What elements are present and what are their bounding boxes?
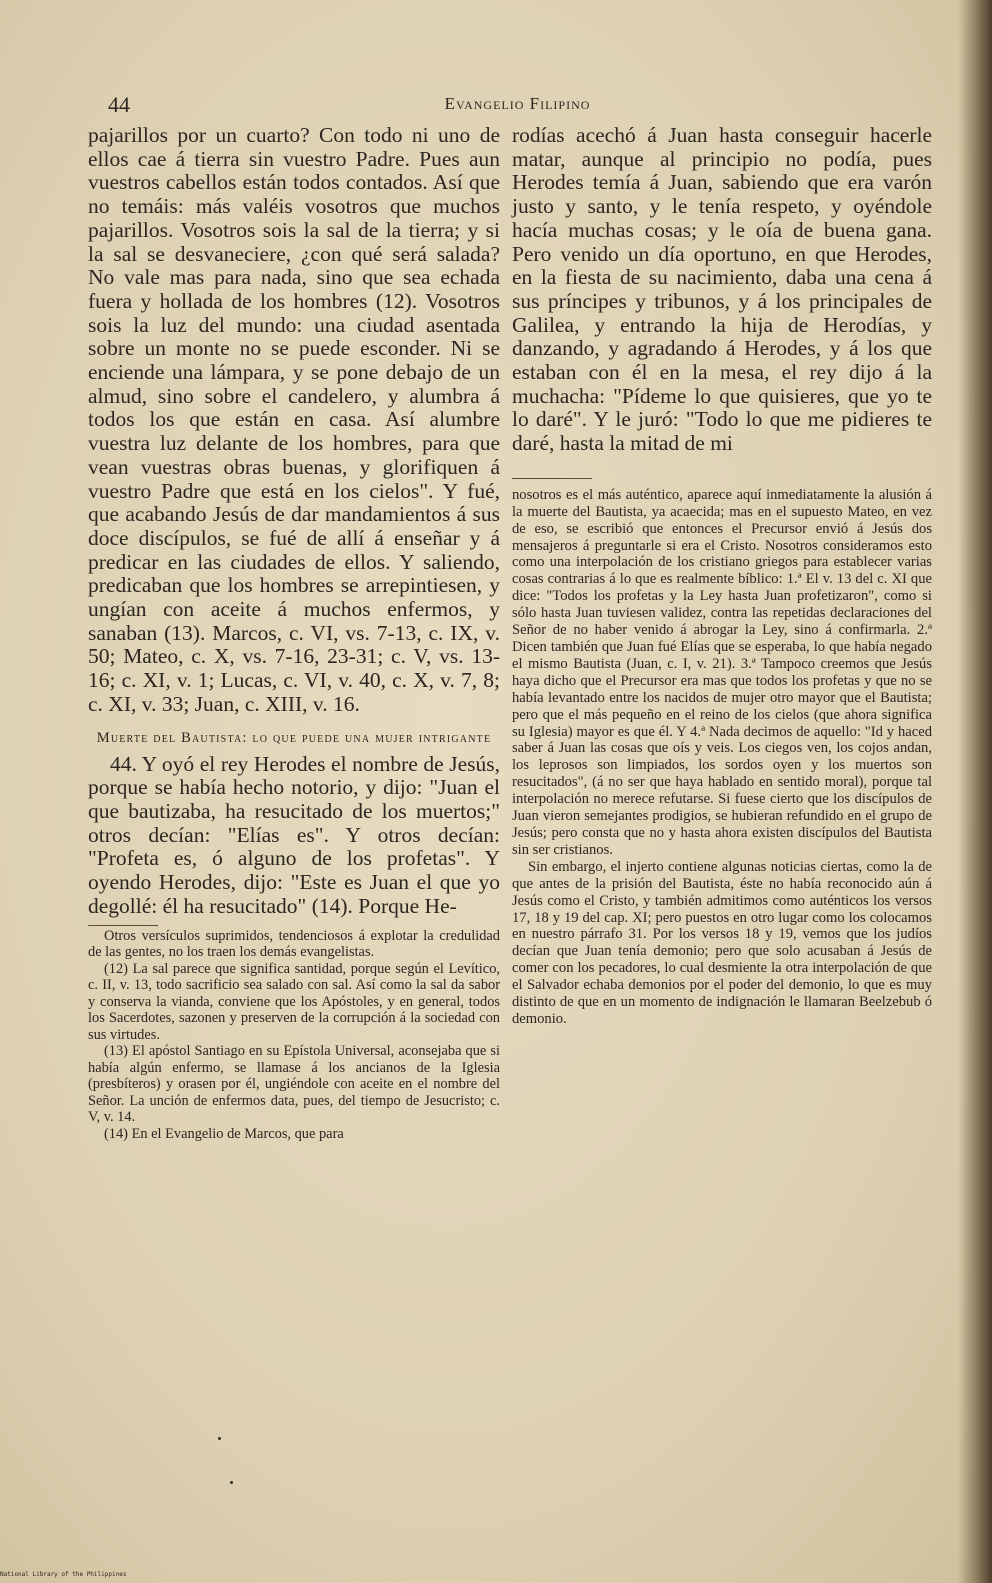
footnote-divider: [88, 925, 158, 926]
footnote-note: Otros versículos suprimidos, tendenciosos á explotar la credulidad de las gentes, no los traen los demás evangelistas.: [88, 927, 500, 960]
footnote-14-paragraph: Sin embargo, el injerto contiene algunas noticias ciertas, como la de que antes de la prisión del Bautista, éste no había reconocido aún á Jesús como el Cristo, y también admitimos como auténticos los versos 17, 18 y 19 del cap. XI; pero puestos en otro lugar como los colocamos en nuestro párrafo 31. Por los versos 18 y 19, vemos que los judíos decían que Juan tenía demonio; pero que solo acusaban á Jesús de comer con los pecadores, lo cual desmiente la otra interpolación de que el Salvador echaba demonios por el poder del demonio, lo que es muy distinto de que en un momento de indignación le llamaran Beelzebub ó demonio.: [512, 858, 932, 1027]
footnote-14-continued: nosotros es el más auténtico, aparece aquí inmediatamente la alusión á la muerte del Bautista, ya acaecida; mas en el supuesto Mateo, en vez de eso, se escribió que entonces el Precursor envió á Jesús dos mensajeros á preguntarle si era el Cristo. Nosotros consideramos esto como una interpolación de los cristiano griegos para establecer varias cosas contrarias á lo que es realmente bíblico: 1.ª El v. 13 del c. XI que dice: "Todos los profetas y la Ley hasta Juan profetizaron", como si sólo hasta Juan tuviesen validez, contra las repetidas declaraciones del Señor de no haber venido á abrogar la Ley, sino á confirmarla. 2.ª Dicen también que Juan fué Elías que se esperaba, lo que había negado el mismo Bautista (Juan, c. I, v. 21). 3.ª Tampoco creemos que Jesús haya dicho que el Precursor era mas que todos los profetas y que no se había levantado entre los nacidos de mujer otro mayor que el Bautista; pero que el más pequeño en el reino de los cielos (que ahora significa su Iglesia) mayor es que él. Y 4.ª Nada decimos de aquello: "Id y haced saber á Juan las cosas que oís y veis. Los ciegos ven, los cojos andan, los leprosos son limpiados, los sordos oyen y los muertos son resucitados", (á no ser que haya hablado en sentido moral), porque tal interpolación no merece refutarse. Si fuese cierto que los discípulos de Juan vieron semejantes prodigios, se hubieran refundido en el grupo de Jesús; pero consta que no y hasta ahora existen discípulos del Bautista sin ser cristianos.: [512, 486, 932, 858]
ink-speck: [218, 1437, 221, 1440]
section-heading: Muerte del Bautista: lo que puede una mujer intrigante: [96, 729, 492, 746]
footnote-divider-right: [512, 478, 592, 479]
page-header: [100, 92, 935, 122]
right-body-paragraph: rodías acechó á Juan hasta conseguir hacerle matar, aunque al principio no podía, pues Herodes temía á Juan, sabiendo que era varón justo y santo, y le tenía respeto, y oyéndole hacía muchas cosas; y le oía de buena gana. Pero venido un día oportuno, en que Herodes, en la fiesta de su nacimiento, daba una cena á sus príncipes y tribunos, y á los principales de Galilea, y entrando la hija de Herodías, y danzando, y agradando á Herodes, y á los que estaban con él en la mesa, el rey dijo á la muchacha: "Pídeme lo que quisieres, que yo te lo daré". Y le juró: "Todo lo que me pidieres te daré, hasta la mitad de mi: [512, 123, 932, 456]
footnote-12: (12) La sal parece que significa santidad, porque según el Levítico, c. II, v. 13, todo sacrificio sea salado con sal. Así como la sal da sabor y conserva la vianda, conviene que los Apóstoles, y en general, todos los Sacerdotes, sazonen y preserven de la corrupción á la sociedad con sus virtudes.: [88, 960, 500, 1043]
running-head: Evangelio Filipino: [444, 94, 591, 113]
page-edge-shadow: [958, 0, 992, 1583]
footnote-14-start: (14) En el Evangelio de Marcos, que para: [104, 1125, 344, 1142]
left-body-paragraph: pajarillos por un cuarto? Con todo ni uno de ellos cae á tierra sin vuestro Padre. Pues aun vuestros cabellos están todos contados. Así que no temáis: más valéis vosotros que muchos pajarillos. Vosotros sois la sal de la tierra; y si la sal se desvaneciere, ¿con qué será salada? No vale mas para nada, sino que sea echada fuera y hollada de los hombres (12). Vosotros sois la luz del mundo: una ciudad asentada sobre un monte no se puede esconder. Ni se enciende una lámpara, y se pone debajo de un almud, sino sobre el candelero, y alumbra á todos los que están en casa. Así alumbre vuestra luz delante de los hombres, para que vean vuestras obras buenas, y glorifiquen á vuestro Padre que está en los cielos". Y fué, que acabando Jesús de dar mandamientos á sus doce discípulos, se fué de allí á enseñar y á predicar en las ciudades de ellos. Y saliendo, predicaban que los hombres se arrepintiesen, y ungían con aceite á muchos enfermos, y sanaban (13). Marcos, c. VI, vs. 7-13, c. IX, v. 50; Mateo, c. X, vs. 7-16, 23-31; c. V, vs. 13-16; c. XI, v. 1; Lucas, c. VI, v. 40, c. X, v. 7, 8; c. XI, v. 33; Juan, c. XIII, v. 16.: [88, 123, 500, 716]
page-number: 44: [108, 92, 130, 117]
left-column: [88, 124, 500, 1142]
right-column: [512, 124, 932, 1028]
ink-speck: [230, 1481, 233, 1484]
library-credit: National Library of the Philippines: [0, 1571, 127, 1578]
section-paragraph-44: 44. Y oyó el rey Herodes el nombre de Jesús, porque se había hecho notorio, y dijo: "Juan el que bautizaba, ha resucitado de los muertos;" otros decían: "Elías es". Y otros decían: "Profeta es, ó alguno de los profetas". Y oyendo Herodes, dijo: "Este es Juan el que yo degollé: él ha resucitado" (14). Porque He-: [88, 751, 500, 918]
footnote-13: (13) El apóstol Santiago en su Epístola Universal, aconsejaba que si había algún enfermo, se llamase á los ancianos de la Iglesia (presbíteros) y orasen por él, ungiéndole con aceite en el nombre del Señor. La unción de enfermos data, pues, del tiempo de Jesucristo; c. V, v. 14.: [88, 1043, 500, 1125]
